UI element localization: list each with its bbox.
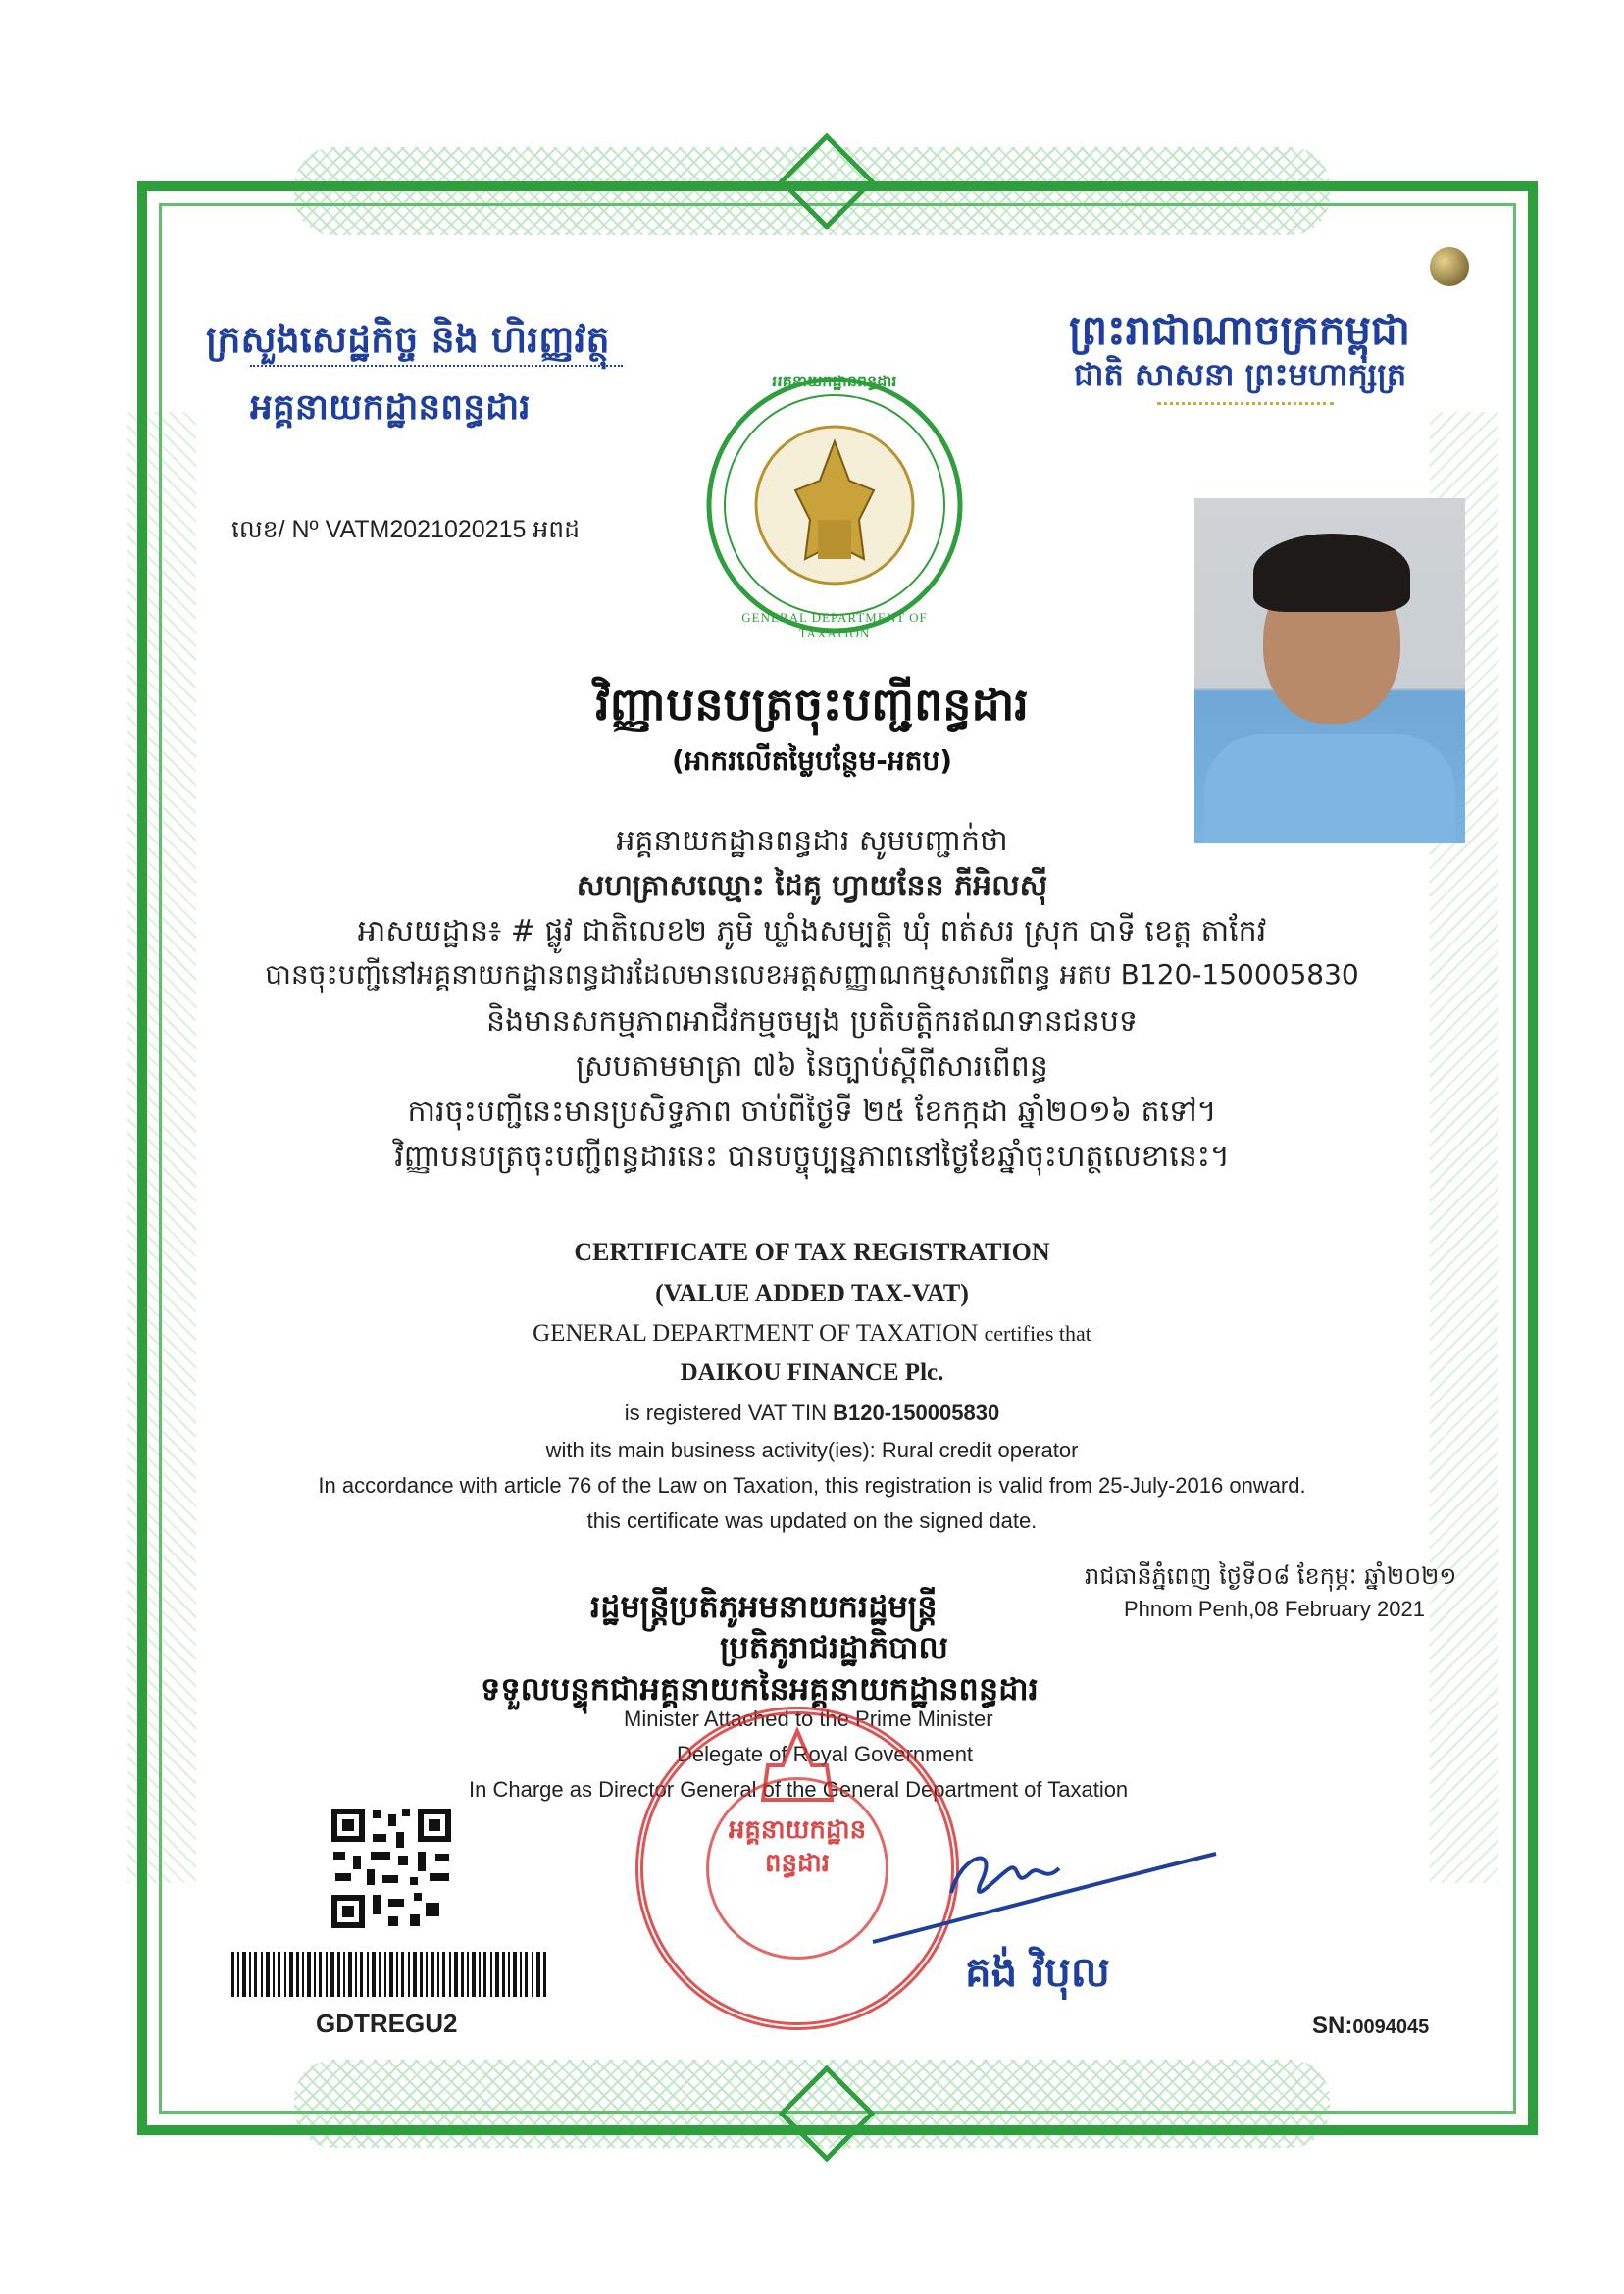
signatory-title-english-1: Minister Attached to the Prime Minister [624, 1707, 993, 1731]
signatory-title-khmer-2: ប្រតិភូរាជរដ្ឋាភិបាល [720, 1629, 948, 1666]
certificate-subtitle-khmer: (អាករលើតម្លៃបន្ថែម-អតប) [671, 744, 953, 777]
body-khmer-line-7: ការចុះបញ្ជីនេះមានប្រសិទ្ធភាព ចាប់ពីថ្ងៃទី ២៥ ខែកក្កដា ឆ្នាំ២០១៦ តទៅ។ [407, 1095, 1217, 1129]
body-khmer-line-8: វិញ្ញាបនបត្រចុះបញ្ជីពន្ធដារនេះ បានបច្ចុប្បន្នភាពនៅថ្ងៃខែឆ្នាំចុះហត្ថលេខានេះ។ [394, 1140, 1230, 1174]
tin-number: B120-150005830 [833, 1401, 1000, 1425]
corner-ornament-bottom-right [1430, 2027, 1538, 2135]
body-khmer-line-5: និងមានសកម្មភាពអាជីវកម្មចម្បង ប្រតិបត្តិករឥណទានជនបទ [486, 1004, 1138, 1039]
serial-value: 0094045 [1352, 2016, 1430, 2038]
handwritten-signature [863, 1814, 1226, 1952]
tin-prefix: is registered VAT TIN [624, 1401, 828, 1425]
hologram-dot [1430, 247, 1469, 286]
kingdom-name: ព្រះរាជាណាចក្រកម្ពុជា [1069, 306, 1411, 354]
body-khmer-line-6: ស្របតាមមាត្រា ៧៦ នៃច្បាប់ស្តីពីសារពើពន្ធ [576, 1049, 1048, 1084]
tin-line [0, 1401, 1624, 1426]
date-khmer: រាជធានីភ្នំពេញ ថ្ងៃទី០៨ ខែកុម្ភៈ ឆ្នាំ២០២១ [1085, 1562, 1457, 1590]
update-statement: this certificate was updated on the signed date. [586, 1508, 1038, 1533]
company-name: DAIKOU FINANCE Plc. [680, 1359, 944, 1386]
signatory-title-khmer-1: រដ្ឋមន្ត្រីប្រតិភូអមនាយករដ្ឋមន្ត្រី [590, 1588, 938, 1625]
stamp-temple-emblem [734, 1726, 861, 1805]
barcode [231, 1952, 549, 1997]
barcode-label: GDTREGU2 [316, 2009, 458, 2038]
body-khmer-line-1: អគ្គនាយកដ្ឋានពន្ធដារ សូមបញ្ជាក់ថា [616, 824, 1008, 858]
business-activity: with its main business activity(ies): Rural credit operator [545, 1438, 1079, 1462]
qr-code [328, 1805, 455, 1932]
certifies-line [0, 1320, 1624, 1348]
signatory-title-english-3: In Charge as Director General of the General Department of Taxation [469, 1777, 1129, 1802]
corner-ornament-top-left [137, 181, 245, 289]
body-khmer-line-2: សហគ្រាសឈ្មោះ ដៃគូ ហ្វាយនែន ភីអិលស៊ី [576, 869, 1048, 903]
certifying-authority: GENERAL DEPARTMENT OF TAXATION [533, 1320, 979, 1347]
signatory-name: គង់ វិបុល [965, 1948, 1110, 1996]
department-name: អគ្គនាយកដ្ឋានពន្ធដារ [250, 386, 531, 428]
header-divider-left [250, 365, 623, 367]
seal-caption-khmer: អគ្គនាយកដ្ឋានពន្ធដារ [772, 372, 897, 390]
signatory-title-khmer-3: ទទួលបន្ទុកជាអគ្គនាយកនៃអគ្គនាយកដ្ឋានពន្ធដារ [481, 1670, 1039, 1708]
body-khmer-line-3: អាសយដ្ឋាន៖ # ផ្លូវ ជាតិលេខ២ ភូមិ ឃ្លាំងសម្បត្តិ ឃុំ ពត់សរ ស្រុក បាទី ខេត្ត តាកែវ [357, 914, 1267, 948]
serial-number [1312, 2013, 1429, 2040]
photo-hair [1253, 534, 1410, 612]
corner-ornament-bottom-left [137, 2027, 245, 2135]
national-motto: ជាតិ សាសនា ព្រះមហាក្សត្រ [1074, 356, 1407, 393]
motto-divider [1157, 402, 1334, 405]
validity-statement: In accordance with article 76 of the Law on Taxation, this registration is valid from 25-July-2016 onward. [318, 1473, 1306, 1498]
holder-photo [1194, 498, 1465, 843]
serial-label: SN: [1312, 2013, 1353, 2039]
date-english: Phnom Penh,08 February 2021 [1124, 1597, 1425, 1621]
signatory-title-english-2: Delegate of Royal Government [677, 1742, 974, 1766]
stamp-text: អគ្គនាយកដ្ឋាន ពន្ធដារ [728, 1815, 867, 1878]
body-khmer-line-4: បានចុះបញ្ជីនៅអគ្គនាយកដ្ឋានពន្ធដារដែលមានលេខអត្តសញ្ញាណកម្មសារពើពន្ធ អតប B120-150005830 [265, 958, 1359, 991]
certificate-subtitle-english: (VALUE ADDED TAX-VAT) [655, 1279, 969, 1307]
gdt-seal [702, 373, 967, 637]
ministry-name: ក្រសួងសេដ្ឋកិច្ច និង ហិរញ្ញវត្ថុ [206, 317, 610, 361]
document-number: លេខ/ Nº VATM2021020215 អពដ [231, 516, 580, 543]
certifies-text: certifies that [984, 1321, 1091, 1346]
certificate-title-english: CERTIFICATE OF TAX REGISTRATION [574, 1238, 1050, 1266]
seal-caption: GENERAL DEPARTMENT OF TAXATION [741, 610, 928, 640]
certificate-title-khmer: វិញ្ញាបនបត្រចុះបញ្ជីពន្ធដារ [595, 678, 1029, 731]
